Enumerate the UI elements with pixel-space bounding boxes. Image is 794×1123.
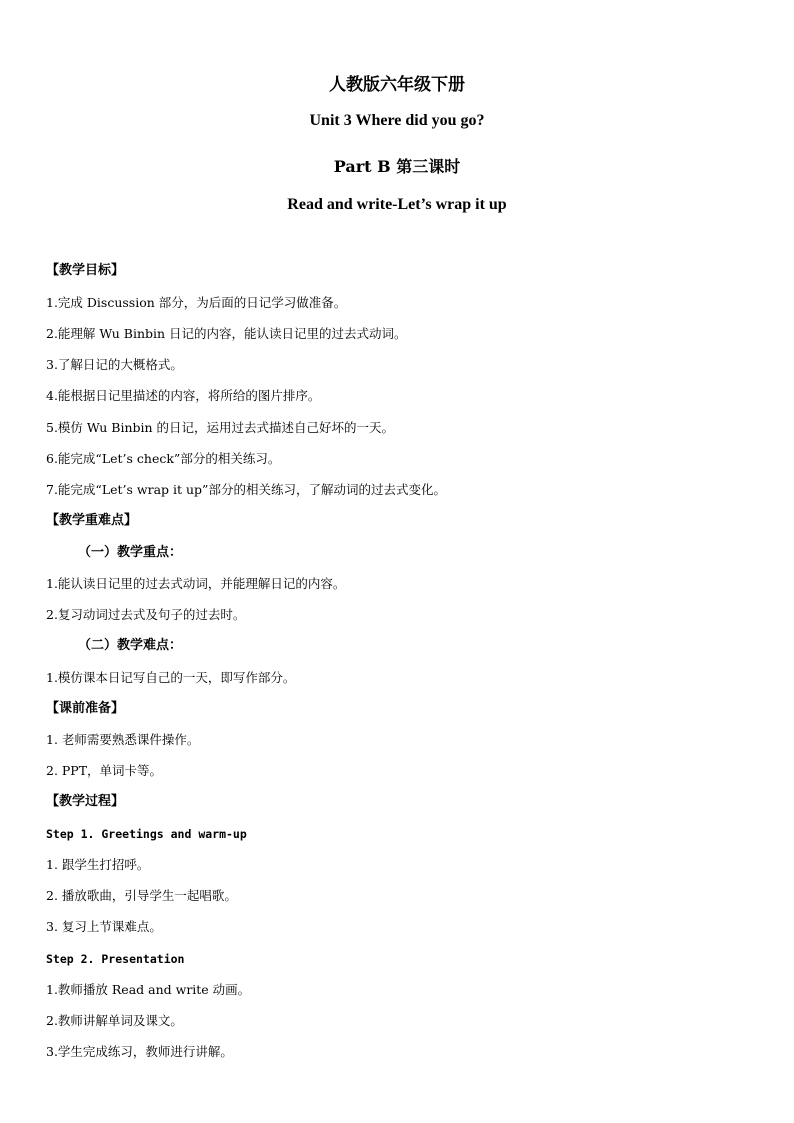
difficulty-heading: （二）教学难点：	[78, 638, 183, 653]
focus-item: 2.复习动词过去式及句子的过去时。	[46, 607, 246, 622]
key-points-heading: 【教学重难点】	[46, 513, 138, 528]
objective-item: 1.完成 Discussion 部分，为后面的日记学习做准备。	[46, 295, 347, 310]
step2-item: 3.学生完成练习，教师进行讲解。	[46, 1044, 233, 1059]
step1-item: 1. 跟学生打招呼。	[46, 857, 150, 872]
step1-title: Step 1. Greetings and warm-up	[46, 827, 247, 841]
unit-title: Unit 3 Where did you go?	[309, 112, 485, 129]
lesson-title: Read and write-Let’s wrap it up	[287, 196, 507, 213]
part-title: Part B 第三课时	[333, 157, 461, 176]
step2-item: 2.教师讲解单词及课文。	[46, 1013, 183, 1028]
objective-item: 4.能根据日记里描述的内容，将所给的图片排序。	[46, 388, 321, 403]
book-title: 人教版六年级下册	[329, 75, 465, 95]
step2-item: 1.教师播放 Read and write 动画。	[46, 982, 251, 997]
objectives-heading: 【教学目标】	[46, 263, 125, 278]
preparation-item: 1. 老师需要熟悉课件操作。	[46, 732, 200, 747]
focus-item: 1.能认读日记里的过去式动词，并能理解日记的内容。	[46, 576, 346, 591]
step1-item: 3. 复习上节课难点。	[46, 919, 162, 934]
objective-item: 2.能理解 Wu Binbin 日记的内容，能认读日记里的过去式动词。	[46, 326, 407, 341]
objective-item: 3.了解日记的大概格式。	[46, 357, 183, 372]
objective-item: 7.能完成“Let’s wrap it up”部分的相关练习，了解动词的过去式变化。	[46, 482, 446, 497]
focus-heading: （一）教学重点：	[78, 545, 183, 560]
preparation-item: 2. PPT，单词卡等。	[46, 763, 163, 778]
process-heading: 【教学过程】	[46, 794, 125, 809]
preparation-heading: 【课前准备】	[46, 701, 125, 716]
objective-item: 5.模仿 Wu Binbin 的日记，运用过去式描述自己好坏的一天。	[46, 420, 395, 435]
step1-item: 2. 播放歌曲，引导学生一起唱歌。	[46, 888, 237, 903]
step2-title: Step 2. Presentation	[46, 952, 185, 966]
difficulty-item: 1.模仿课本日记写自己的一天，即写作部分。	[46, 670, 296, 685]
objective-item: 6.能完成“Let’s check”部分的相关练习。	[46, 451, 281, 466]
